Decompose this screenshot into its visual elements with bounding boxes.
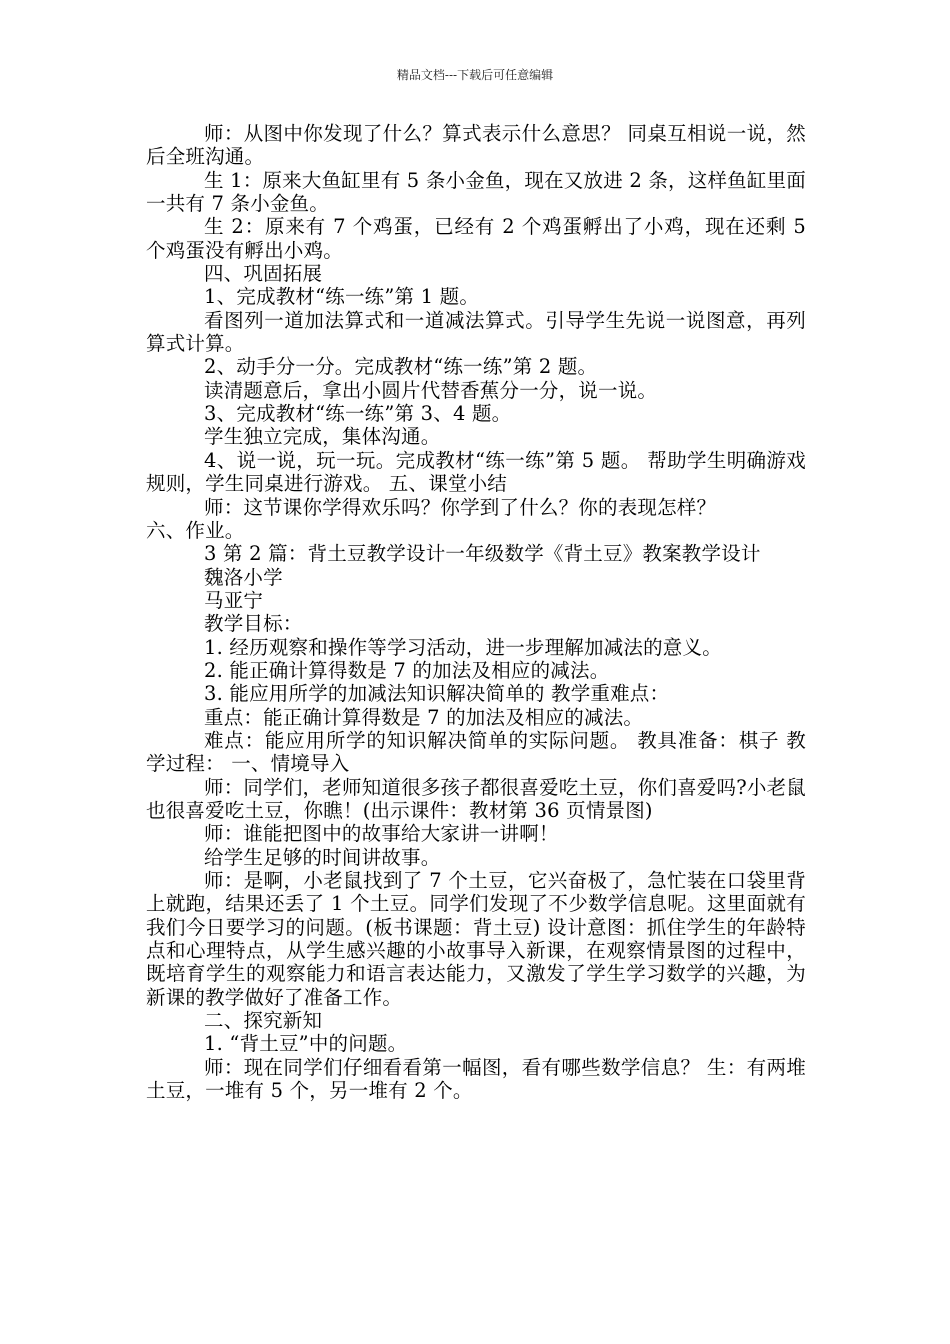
paragraph: 难点：能应用所学的知识解决简单的实际问题。 教具准备：棋子 教学过程： 一、情境导入 [146, 728, 806, 776]
paragraph: 2、动手分一分。完成教材“练一练”第 2 题。 [204, 355, 598, 379]
paragraph: 读清题意后，拿出小圆片代替香蕉分一分，说一说。 [204, 378, 658, 402]
paragraph: 师：是啊，小老鼠找到了 7 个土豆，它兴奋极了，急忙装在口袋里背上就跑，结果还丢了 1 个土豆。同学们发现了不少数学信息呢。这里面就有我们今日要学习的问题。(板书课题：背土豆) 设计意图：抓住学生的年龄特点和心理特点，从学生感兴趣的小故事导入新课，在观察情景图的过程中，既培育学生的观察能力和语言表达能力，又激发了学生学习数学的兴趣，为新课的教学做好了准备工作。 [146, 869, 806, 1009]
paragraph: 给学生足够的时间讲故事。 [204, 845, 441, 869]
paragraph: 师：谁能把图中的故事给大家讲一讲啊！ [204, 822, 559, 846]
paragraph: 看图列一道加法算式和一道减法算式。引导学生先说一说图意，再列算式计算。 [146, 308, 806, 356]
paragraph: 1、完成教材“练一练”第 1 题。 [204, 285, 480, 309]
paragraph: 2. 能正确计算得数是 7 的加法及相应的减法。 [204, 658, 610, 682]
paragraph: 学生独立完成，集体沟通。 [204, 425, 441, 449]
section-heading: 教学目标： [204, 612, 303, 636]
paragraph: 1. “背土豆”中的问题。 [204, 1032, 408, 1056]
paragraph: 生 1：原来大鱼缸里有 5 条小金鱼，现在又放进 2 条，这样鱼缸里面一共有 7 条小金鱼。 [146, 168, 806, 216]
paragraph: 重点：能正确计算得数是 7 的加法及相应的减法。 [204, 705, 644, 729]
school-name: 魏洛小学 [204, 565, 283, 589]
paragraph: 4、说一说，玩一玩。完成教材“练一练”第 5 题。 帮助学生明确游戏规则，学生同桌进行游戏。 五、课堂小结 [146, 448, 806, 496]
section-heading: 六、作业。 [146, 518, 245, 542]
paragraph: 师：同学们，老师知道很多孩子都很喜爱吃土豆，你们喜爱吗?小老鼠也很喜爱吃土豆，你瞧！(出示课件：教材第 36 页情景图) [146, 775, 806, 822]
paragraph: 1. 经历观察和操作等学习活动，进一步理解加减法的意义。 [204, 635, 722, 659]
paragraph: 师：现在同学们仔细看看第一幅图，看有哪些数学信息？ 生：有两堆土豆，一堆有 5 个，另一堆有 2 个。 [146, 1055, 806, 1103]
paragraph: 师：从图中你发现了什么？算式表示什么意思？ 同桌互相说一说，然后全班沟通。 [146, 122, 806, 169]
section-heading: 四、巩固拓展 [204, 262, 323, 286]
paragraph: 3、完成教材“练一练”第 3、4 题。 [204, 402, 512, 426]
paragraph: 3. 能应用所学的加减法知识解决简单的 教学重难点： [204, 682, 670, 706]
paragraph: 生 2：原来有 7 个鸡蛋，已经有 2 个鸡蛋孵出了小鸡，现在还剩 5 个鸡蛋没有孵出小鸡。 [146, 215, 806, 262]
paragraph: 师：这节课你学得欢乐吗？你学到了什么？你的表现怎样？ [204, 495, 717, 519]
page-header: 精品文档---下载后可任意编辑 [396, 68, 554, 82]
author-name: 马亚宁 [204, 588, 264, 612]
document-body [146, 122, 806, 1102]
section-heading: 二、探究新知 [204, 1009, 323, 1033]
article-title: 3 第 2 篇：背土豆教学设计一年级数学《背土豆》教案教学设计 [204, 542, 761, 566]
